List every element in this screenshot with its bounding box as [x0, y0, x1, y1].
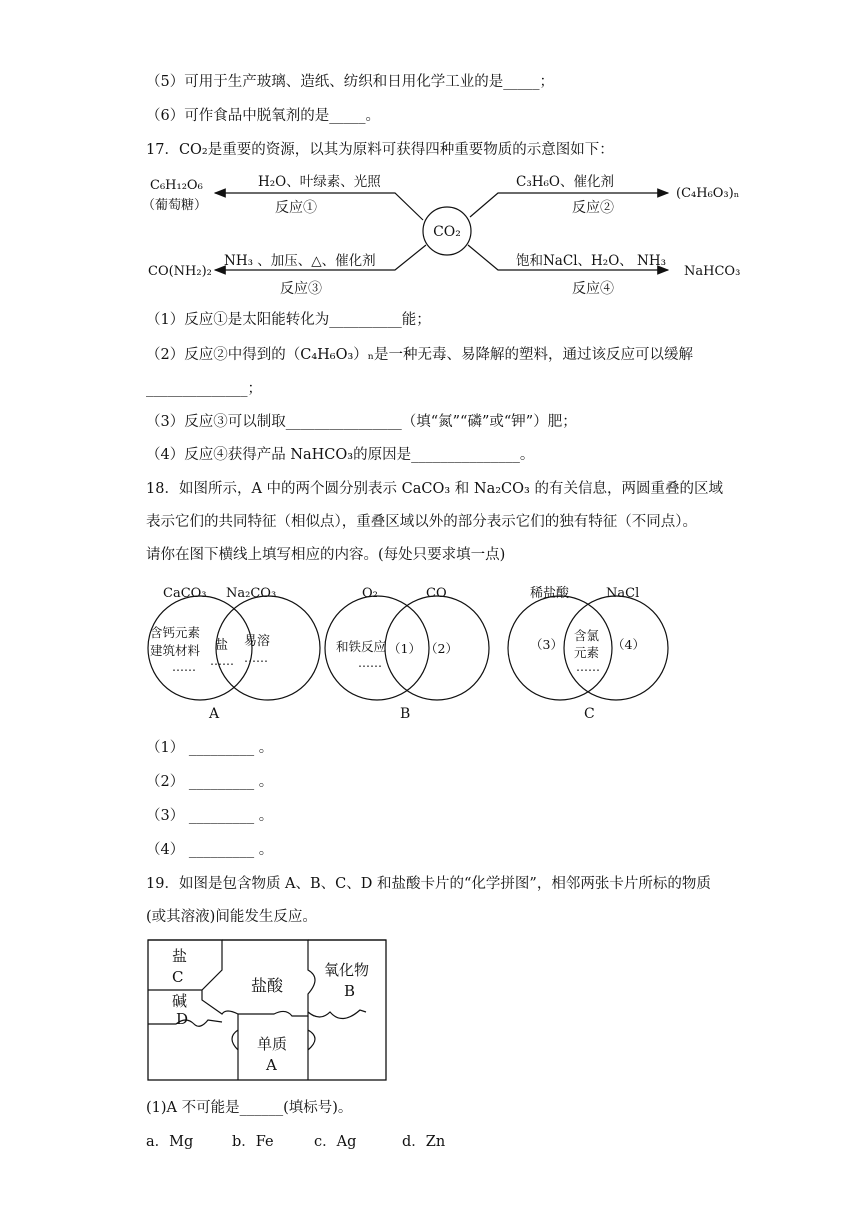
venn-c-mid2: 元素 — [574, 645, 600, 660]
venn-b-name: B — [400, 706, 411, 722]
r1-conditions: H₂O、叶绿素、光照 — [258, 174, 381, 190]
q18-answer-2: （2） _________ 。 — [146, 774, 274, 790]
puzzle-oxide-label: 氧化物 — [324, 961, 370, 979]
puzzle-base-letter: D — [176, 1010, 189, 1028]
venn-b-right: （2） — [425, 641, 458, 656]
q18-stem-line1: 18．如图所示，A 中的两个圆分别表示 CaCO₃ 和 Na₂CO₃ 的有关信息，两圆重叠的区域 — [146, 481, 723, 497]
q18-answer-4: （4） _________ 。 — [146, 842, 274, 858]
venn-a-left-line1: 含钙元素 — [150, 625, 201, 640]
puzzle-base-label: 碱 — [172, 992, 188, 1010]
r2-arrow — [470, 193, 668, 217]
venn-c-left-title: 稀盐酸 — [530, 586, 570, 601]
r1-product-name: （葡萄糖） — [142, 198, 208, 213]
venn-b-left: 和铁反应 — [336, 639, 387, 654]
co2-label: CO₂ — [433, 224, 461, 240]
puzzle-salt-label: 盐 — [172, 947, 188, 965]
q18-answer-3: （3） _________ 。 — [146, 808, 274, 824]
venn-a-left-title: CaCO₃ — [163, 586, 207, 601]
q17-sub1: （1）反应①是太阳能转化为__________能； — [146, 312, 431, 328]
venn-a — [148, 586, 320, 722]
r4-conditions: 饱和NaCl、H₂O、 NH₃ — [516, 253, 667, 269]
q17-sub2-blank: ______________； — [146, 381, 262, 397]
venn-a-mid: 盐 — [215, 638, 229, 653]
r2-conditions: C₃H₆O、催化剂 — [516, 174, 614, 190]
r4-label: 反应④ — [572, 281, 614, 297]
venn-a-right-dots: …… — [244, 651, 268, 665]
q19-stem-line2: (或其溶液)间能发生反应。 — [146, 909, 317, 925]
puzzle-oxide-letter: B — [344, 982, 356, 1000]
q18-stem-line3: 请你在图下横线上填写相应的内容。(每处只要求填一点) — [146, 547, 506, 563]
venn-c-right-title: NaCl — [606, 586, 640, 601]
q17-sub3: （3）反应③可以制取________________（填“氮”“磷”或“钾”）肥； — [146, 414, 577, 430]
r2-label: 反应② — [572, 200, 614, 216]
q19-option-a: a．Mg — [146, 1134, 194, 1150]
q17-stem: 17．CO₂是重要的资源，以其为原料可获得四种重要物质的示意图如下： — [146, 142, 614, 158]
venn-a-left-line2: 建筑材料 — [150, 643, 201, 658]
venn-a-left-dots: …… — [172, 660, 196, 674]
venn-c-name: C — [584, 706, 595, 722]
puzzle-element-label: 单质 — [257, 1035, 288, 1053]
q16-item6: （6）可作食品中脱氧剂的是_____。 — [146, 108, 380, 124]
q19-option-b: b．Fe — [232, 1134, 274, 1150]
venn-c-right: （4） — [612, 637, 645, 652]
q17-sub4: （4）反应④获得产品 NaHCO₃的原因是_______________。 — [146, 447, 535, 463]
venn-a-mid-dots: …… — [210, 654, 234, 668]
q19-chemistry-puzzle — [146, 938, 391, 1083]
r3-product: CO(NH₂)₂ — [148, 264, 212, 279]
r1-label: 反应① — [275, 200, 317, 216]
venn-c-mid-dots: …… — [576, 660, 600, 674]
venn-a-right: 易溶 — [244, 634, 271, 649]
puzzle-card-oxide — [308, 940, 386, 1019]
venn-a-right-title: Na₂CO₃ — [226, 586, 277, 601]
r3-label: 反应③ — [280, 281, 322, 297]
q18-stem-line2: 表示它们的共同特征（相似点），重叠区域以外的部分表示它们的独有特征（不同点）。 — [146, 514, 697, 530]
venn-a-name: A — [209, 706, 220, 722]
q17-reaction-diagram — [140, 165, 760, 305]
r1-arrow — [215, 193, 423, 220]
q18-answer-1: （1） _________ 。 — [146, 740, 274, 756]
q19-sub1: (1)A 不可能是______(填标号)。 — [146, 1100, 353, 1116]
venn-b-mid: （1） — [388, 641, 421, 656]
r4-product: NaHCO₃ — [684, 264, 741, 279]
q19-option-d: d．Zn — [402, 1134, 446, 1150]
q18-venn-diagrams — [140, 575, 670, 725]
venn-b-right-title: CO — [426, 586, 447, 601]
r1-product: C₆H₁₂O₆ — [150, 178, 203, 193]
venn-c-left: （3） — [530, 637, 563, 652]
puzzle-element-letter: A — [266, 1056, 277, 1074]
venn-b-left-dots: …… — [358, 656, 382, 670]
venn-c — [508, 585, 668, 722]
puzzle-hcl-label: 盐酸 — [251, 976, 284, 995]
venn-c-mid1: 含氯 — [574, 628, 600, 643]
venn-b-left-title: O₂ — [362, 586, 378, 601]
r2-product: (C₄H₆O₃)ₙ — [676, 186, 740, 201]
r3-conditions: NH₃ 、加压、△、催化剂 — [224, 253, 376, 269]
puzzle-salt-letter: C — [172, 968, 184, 986]
q16-item5: （5）可用于生产玻璃、造纸、纺织和日用化学工业的是_____； — [146, 74, 554, 90]
q19-stem-line1: 19．如图是包含物质 A、B、C、D 和盐酸卡片的“化学拼图”，相邻两张卡片所标的物质 — [146, 876, 711, 892]
q17-sub2: （2）反应②中得到的（C₄H₆O₃）ₙ是一种无毒、易降解的塑料，通过该反应可以缓解 — [146, 347, 694, 363]
q19-option-c: c．Ag — [314, 1134, 357, 1150]
venn-b — [325, 586, 489, 722]
